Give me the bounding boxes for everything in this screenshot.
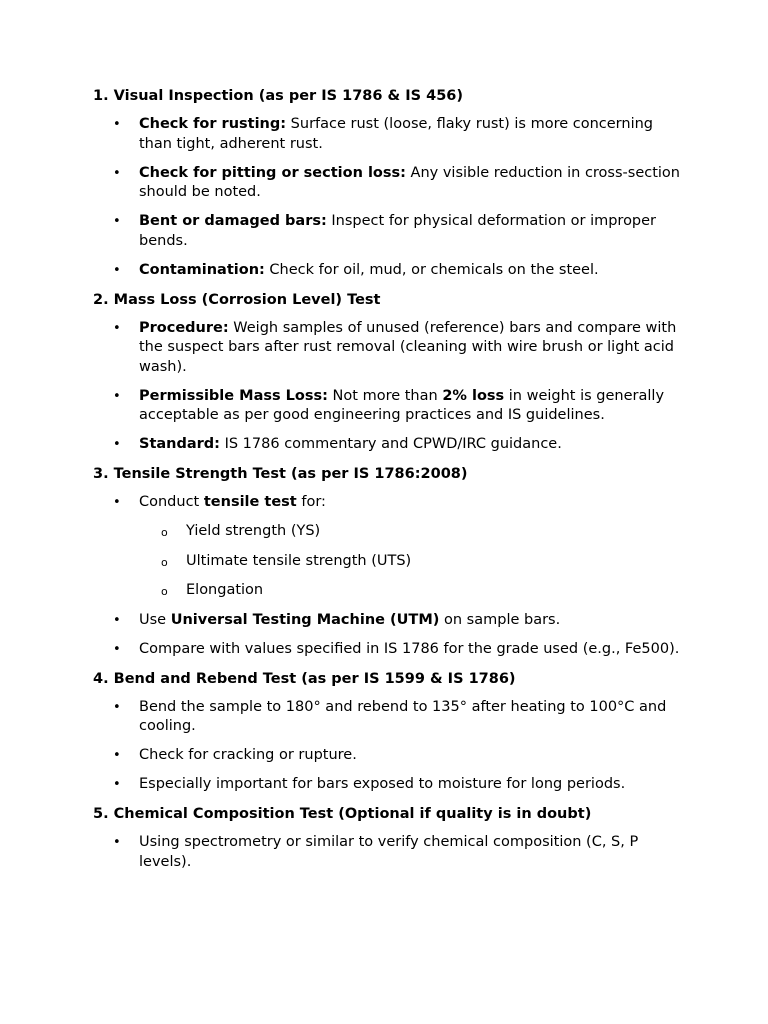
item-text: Weigh samples of unused (reference) bars and compare with the suspect bars after rust removal (cleaning with wire brush or light acid wash). — [139, 319, 677, 375]
section-heading: 4. Bend and Rebend Test (as per IS 1599 & IS 1786) — [93, 670, 516, 687]
list-item — [93, 611, 683, 631]
item-text: in weight is generally acceptable as per good engineering practices and IS guidelines. — [139, 387, 665, 423]
list-item: • Bend the sample to 180° and rebend to 135° after heating to 100°C and cooling. — [93, 698, 683, 737]
bullet-list — [93, 493, 683, 659]
item-text: Any visible reduction in cross-section should be noted. — [139, 164, 680, 200]
item-text: Check for oil, mud, or chemicals on the steel. — [264, 261, 599, 278]
list-item: • Compare with values specified in IS 1786 for the grade used (e.g., Fe500). — [93, 640, 683, 660]
item-bold-label: Check for rusting: — [139, 116, 287, 132]
list-item — [93, 261, 683, 281]
item-bold-value: Universal Testing Machine (UTM) — [170, 611, 440, 628]
section-heading: 3. Tensile Strength Test (as per IS 1786:2008) — [93, 466, 468, 482]
list-item: • Especially important for bars exposed to moisture for long periods. — [93, 775, 683, 795]
item-bold-label: Contamination: — [139, 261, 265, 278]
list-item — [93, 319, 683, 378]
section-mass-loss — [93, 290, 683, 455]
list-item — [93, 164, 683, 203]
item-text: IS 1786 commentary and CPWD/IRC guidance. — [219, 436, 562, 452]
list-item — [93, 435, 683, 455]
section-heading: 2. Mass Loss (Corrosion Level) Test — [93, 291, 381, 308]
item-bold-label: Procedure: — [139, 319, 229, 336]
item-text: on sample bars. — [439, 611, 561, 628]
section-visual-inspection — [93, 86, 683, 280]
item-bold-value: 2% loss — [442, 387, 505, 404]
list-item: • Using spectrometry or similar to verify chemical composition (C, S, P levels). — [93, 833, 683, 872]
list-item — [93, 387, 683, 426]
section-tensile-strength — [93, 464, 683, 659]
item-text: Inspect for physical deformation or improper bends. — [139, 213, 657, 249]
sub-bullet-list — [139, 522, 683, 601]
item-text: for: — [296, 494, 326, 510]
item-bold-label: Permissible Mass Loss: — [139, 387, 328, 404]
list-item — [93, 493, 683, 601]
sub-list-item: o Yield strength (YS) — [139, 522, 683, 542]
sub-list-item: o Ultimate tensile strength (UTS) — [139, 552, 683, 572]
item-text: Surface rust (loose, flaky rust) is more concerning than tight, adherent rust. — [139, 116, 653, 152]
list-item: • Check for cracking or rupture. — [93, 746, 683, 766]
sub-list-item: o Elongation — [139, 581, 683, 601]
bullet-list — [93, 115, 683, 280]
bullet-list — [93, 833, 683, 872]
section-chemical-composition — [93, 804, 683, 872]
list-item — [93, 212, 683, 251]
section-bend-rebend — [93, 669, 683, 795]
item-text: Use — [139, 611, 171, 628]
bullet-list — [93, 319, 683, 455]
item-bold-label: Bent or damaged bars: — [139, 213, 327, 229]
item-bold-value: tensile test — [203, 494, 297, 510]
document-content — [93, 86, 683, 882]
bullet-list — [93, 698, 683, 795]
section-heading: 1. Visual Inspection (as per IS 1786 & IS 456) — [93, 88, 463, 104]
list-item — [93, 115, 683, 154]
item-bold-label: Check for pitting or section loss: — [139, 164, 406, 181]
section-heading: 5. Chemical Composition Test (Optional if quality is in doubt) — [93, 806, 592, 822]
item-bold-label: Standard: — [139, 436, 220, 452]
item-text: Not more than — [327, 387, 443, 404]
item-text: Conduct — [139, 494, 204, 510]
